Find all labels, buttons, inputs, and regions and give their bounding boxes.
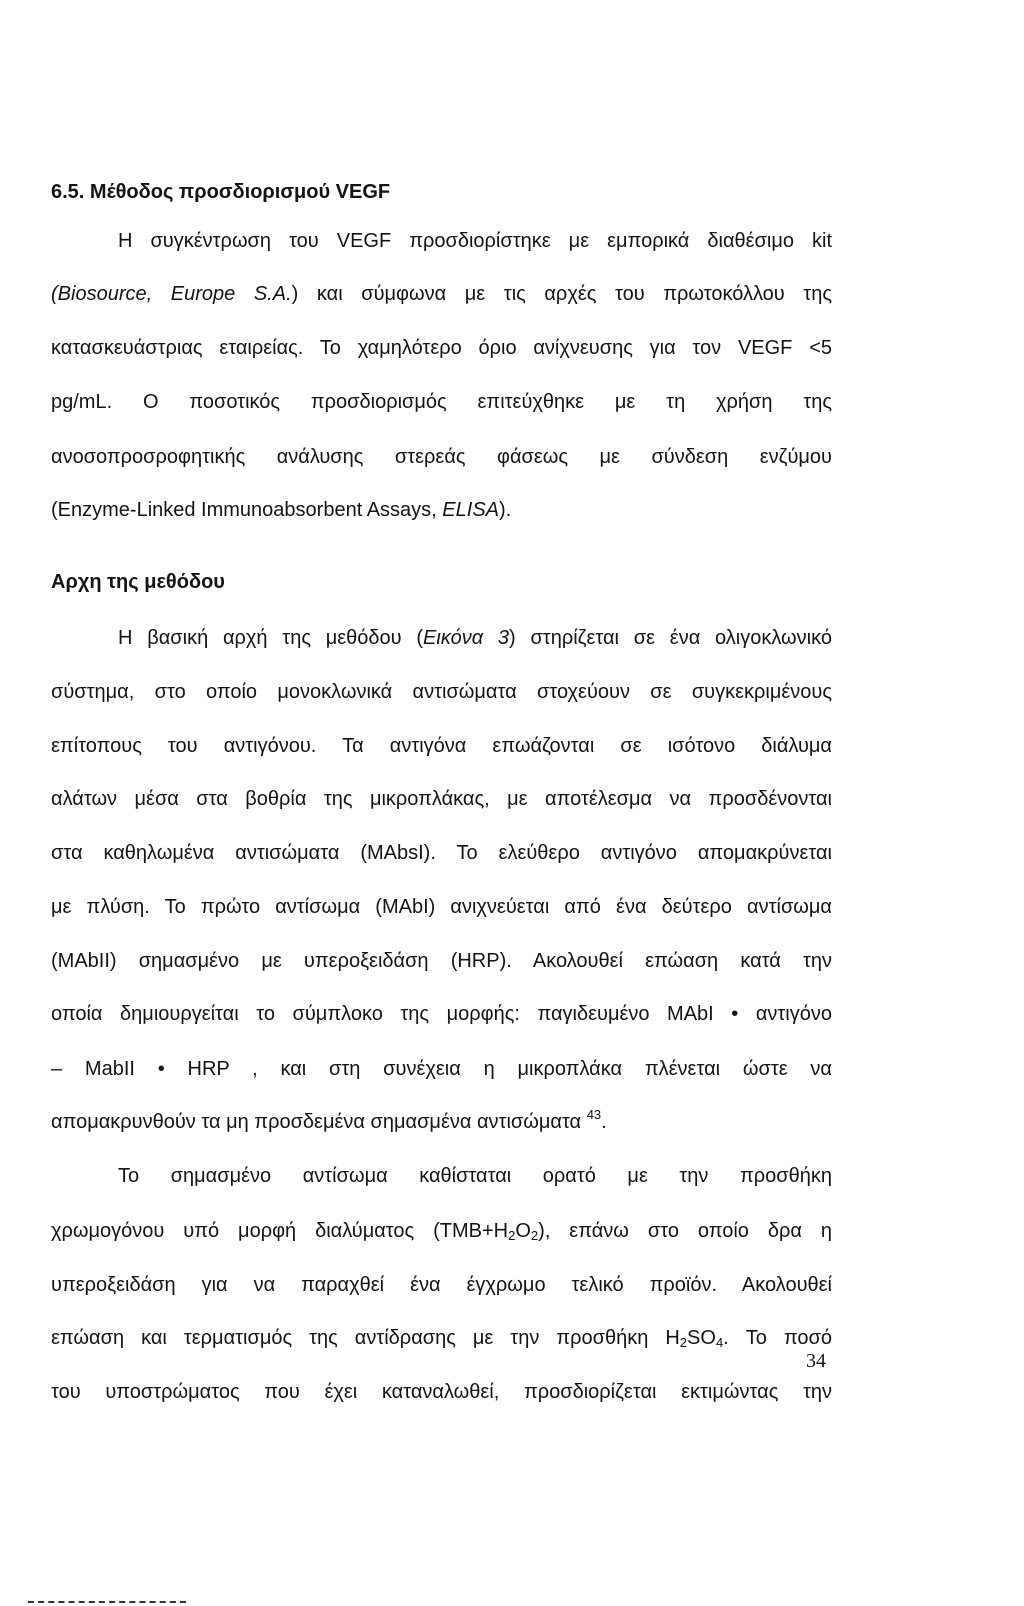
paragraph-line: Η βασική αρχή της μεθόδου (Εικόνα 3) στηρίζεται σε ένα ολιγοκλωνικό	[118, 627, 832, 649]
paragraph-line: υπεροξειδάση για να παραχθεί ένα έγχρωμο τελικό προϊόν. Ακολουθεί	[51, 1274, 832, 1296]
section-heading: 6.5. Μέθοδος προσδιορισμού VEGF	[51, 181, 391, 203]
page-number: 34	[806, 1350, 826, 1372]
paragraph-line: (Enzyme-Linked Immunoabsorbent Assays, ELISA).	[51, 499, 512, 521]
paragraph-line: κατασκευάστριας εταιρείας. Το χαμηλότερο όριο ανίχνευσης για τον VEGF <5	[51, 337, 832, 359]
paragraph-line: Η συγκέντρωση του VEGF προσδιορίστηκε με εμπορικά διαθέσιμο kit	[118, 230, 832, 252]
paragraph-line: χρωμογόνου υπό μορφή διαλύματος $(TMB+H_2O_2)$, επάνω στο οποίο δρα η	[51, 1220, 832, 1243]
paragraph-line: επώαση και τερματισμός της αντίδρασης με την προσθήκη $H_2SO_4$. Το ποσό	[51, 1327, 832, 1350]
paragraph-line: στα καθηλωμένα αντισώματα (MAbsI). Το ελεύθερο αντιγόνο απομακρύνεται	[51, 842, 832, 864]
paragraph-line: σύστημα, στο οποίο μονοκλωνικά αντισώματα στοχεύουν σε συγκεκριμένους	[51, 681, 832, 703]
paragraph-line: απομακρυνθούν τα μη προσδεμένα σημασμένα αντισώματα $^{43}$.	[51, 1107, 607, 1133]
figure-reference: Εικόνα 3	[423, 627, 510, 649]
paragraph-line: ανοσοπροσροφητικής ανάλυσης στερεάς φάσεως με σύνδεση ενζύμου	[51, 446, 832, 468]
paragraph-line: – MabII • HRP , και στη συνέχεια η μικροπλάκα πλένεται ώστε να	[51, 1058, 832, 1080]
paragraph-line: Το σημασμένο αντίσωμα καθίσταται ορατό με την προσθήκη	[118, 1165, 832, 1187]
paragraph-line: του υποστρώματος που έχει καταναλωθεί, προσδιορίζεται εκτιμώντας την	[51, 1381, 832, 1403]
citation-superscript: 43	[586, 1107, 602, 1122]
paragraph-line: αλάτων μέσα στα βοθρία της μικροπλάκας, με αποτέλεσμα να προσδένονται	[51, 788, 832, 810]
paragraph-line: επίτοπους του αντιγόνου. Τα αντιγόνα επωάζονται σε ισότονο διάλυμα	[51, 735, 832, 757]
paragraph-line: με πλύση. Το πρώτο αντίσωμα (MAbI) ανιχνεύεται από ένα δεύτερο αντίσωμα	[51, 896, 832, 918]
paragraph-line: pg/mL. Ο ποσοτικός προσδιορισμός επιτεύχθηκε με τη χρήση της	[51, 391, 832, 413]
paragraph-line: (Biosource, Europe S.A.) και σύμφωνα με τις αρχές του πρωτοκόλλου της	[51, 283, 832, 305]
paragraph-line: οποία δημιουργείται το σύμπλοκο της μορφής: παγιδευμένο MAbI • αντιγόνο	[51, 1003, 832, 1025]
paragraph-line: (MAbII) σημασμένο με υπεροξειδάση (HRP). Ακολουθεί επώαση κατά την	[51, 950, 832, 972]
subsection-heading: Αρχη της μεθόδου	[51, 571, 225, 593]
footer-divider	[28, 1601, 186, 1603]
